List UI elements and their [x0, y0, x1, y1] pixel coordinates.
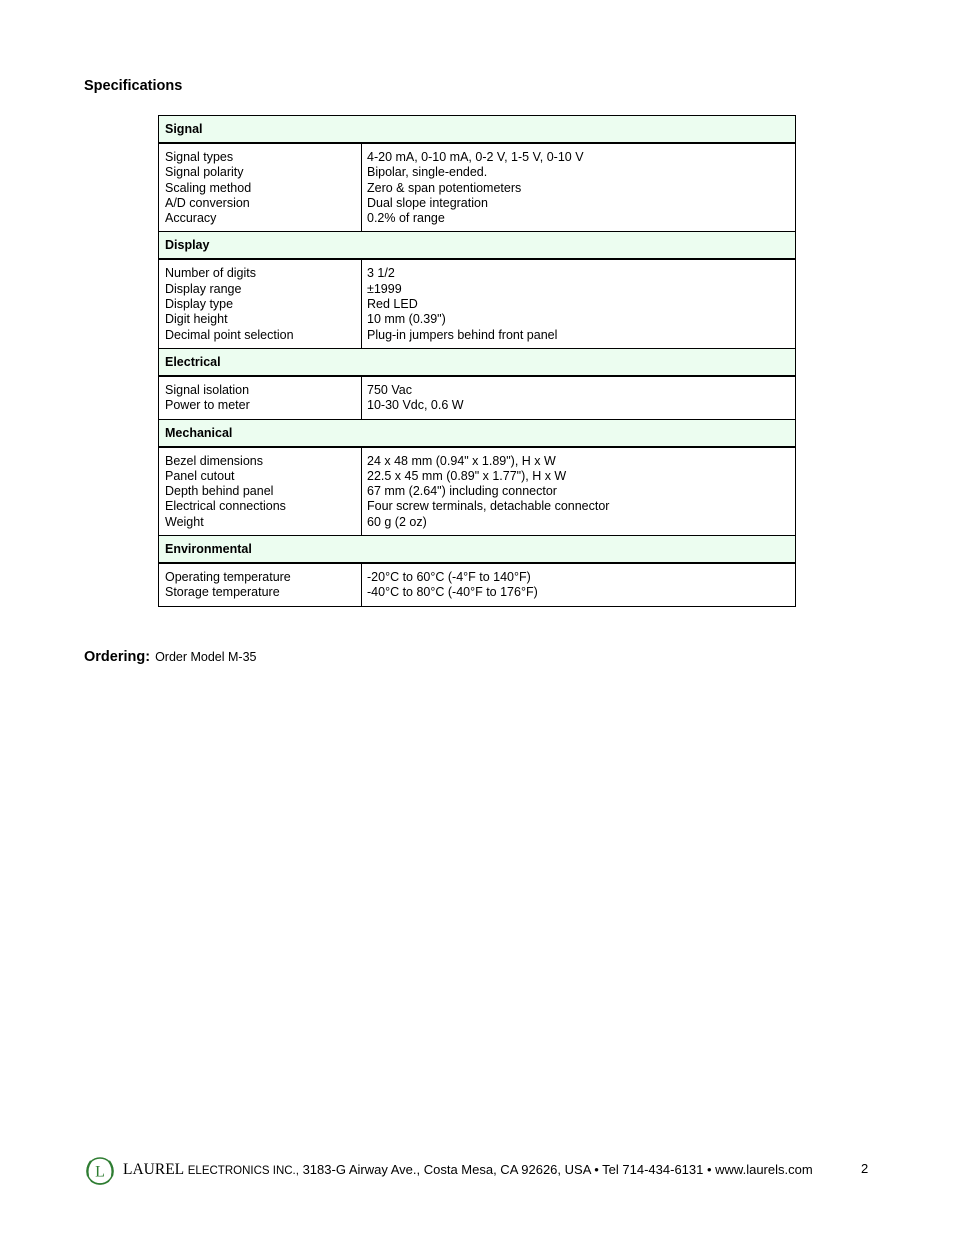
spec-label: Signal types: [165, 150, 234, 164]
spec-label: Panel cutout: [165, 468, 235, 483]
footer-brand-sub: ELECTRONICS INC.,: [187, 1165, 299, 1177]
spec-values: [362, 259, 796, 348]
spec-labels: [159, 376, 362, 419]
section-header-signal: Signal: [159, 116, 796, 144]
spec-value: ±1999: [367, 281, 402, 296]
spec-value: 3 1/2: [367, 266, 395, 281]
spec-labels: [159, 259, 362, 348]
spec-value: 24 x 48 mm (0.94" x 1.89"), H x W: [367, 453, 556, 468]
spec-label: Bezel dimensions: [165, 453, 263, 468]
ordering-text: Order Model M-35: [155, 650, 257, 664]
spec-labels: [159, 143, 362, 232]
specifications-table: [158, 115, 796, 607]
logo-letter: L: [95, 1163, 105, 1181]
spec-value: Dual slope integration: [367, 195, 488, 210]
spec-label: Power to meter: [165, 398, 250, 413]
page-heading: Specifications: [84, 78, 183, 94]
spec-label: Display range: [165, 281, 242, 296]
spec-label: Storage temperature: [165, 585, 280, 600]
section-rows-mechanical: [159, 447, 796, 536]
page-footer: [83, 1154, 883, 1188]
ordering-label: Ordering:: [84, 649, 151, 665]
spec-value: Bipolar, single-ended.: [367, 165, 488, 180]
spec-label: Number of digits: [165, 266, 257, 281]
spec-value: 10 mm (0.39"): [367, 312, 446, 327]
section-header-display: Display: [159, 232, 796, 260]
page-number: 2: [861, 1161, 869, 1176]
spec-value: Plug-in jumpers behind front panel: [367, 327, 558, 342]
spec-label: Operating temperature: [165, 570, 291, 585]
section-rows-electrical: [159, 376, 796, 419]
spec-value: -20°C to 60°C (-4°F to 140°F): [367, 570, 531, 585]
spec-label: A/D conversion: [165, 195, 250, 210]
spec-label: Digit height: [165, 312, 228, 327]
spec-value: 22.5 x 45 mm (0.89" x 1.77"), H x W: [367, 468, 567, 483]
section-rows-environmental: [159, 563, 796, 606]
footer-contact: [123, 1161, 813, 1179]
spec-value: 0.2% of range: [367, 211, 445, 226]
section-header-mechanical: Mechanical: [159, 419, 796, 447]
spec-label: Electrical connections: [165, 499, 286, 514]
spec-value: Red LED: [367, 297, 418, 312]
section-rows-display: [159, 259, 796, 348]
ordering-line: [84, 648, 257, 666]
spec-label: Signal polarity: [165, 165, 244, 180]
spec-value: 4-20 mA, 0-10 mA, 0-2 V, 1-5 V, 0-10 V: [367, 150, 584, 164]
spec-values: [362, 447, 796, 536]
spec-values: [362, 376, 796, 419]
spec-labels: [159, 563, 362, 606]
spec-label: Accuracy: [165, 211, 217, 226]
spec-label: Weight: [165, 514, 204, 529]
spec-value: 60 g (2 oz): [367, 514, 427, 529]
spec-label: Display type: [165, 297, 234, 312]
spec-value: Four screw terminals, detachable connector: [367, 499, 610, 514]
spec-values: [362, 143, 796, 232]
spec-value: -40°C to 80°C (-40°F to 176°F): [367, 585, 538, 600]
laurel-logo-icon: [83, 1154, 117, 1188]
spec-label: Scaling method: [165, 180, 252, 195]
spec-value: 750 Vac: [367, 382, 412, 397]
spec-value: 10-30 Vdc, 0.6 W: [367, 398, 464, 413]
spec-label: Depth behind panel: [165, 484, 274, 499]
spec-value: 67 mm (2.64") including connector: [367, 484, 557, 499]
footer-address: 3183-G Airway Ave., Costa Mesa, CA 92626, USA • Tel 714-434-6131 • www.laurels.com: [298, 1162, 813, 1177]
spec-values: [362, 563, 796, 606]
spec-label: Signal isolation: [165, 382, 250, 397]
section-header-environmental: Environmental: [159, 536, 796, 564]
section-rows-signal: [159, 143, 796, 232]
spec-value: Zero & span potentiometers: [367, 180, 522, 195]
spec-label: Decimal point selection: [165, 327, 294, 342]
spec-labels: [159, 447, 362, 536]
footer-brand: LAUREL: [123, 1161, 185, 1178]
section-header-electrical: Electrical: [159, 348, 796, 376]
